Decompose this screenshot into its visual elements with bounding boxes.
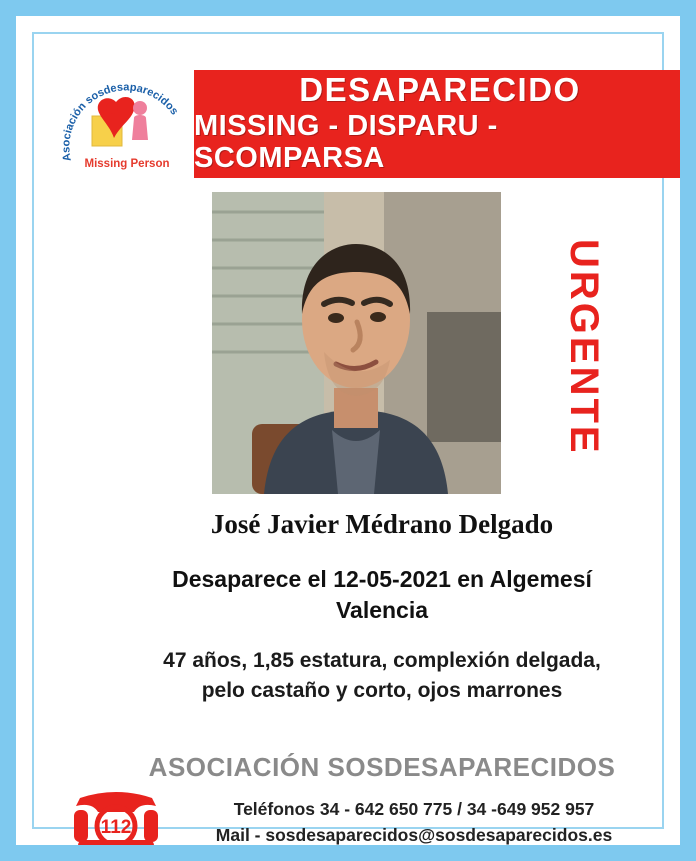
contact-info: [154, 796, 674, 849]
missing-person-photo: [212, 192, 501, 494]
person-name: José Javier Médrano Delgado: [210, 509, 554, 539]
urgent-label: [562, 239, 634, 539]
missing-banner: [194, 70, 686, 178]
contact-phones: Teléfonos 34 - 642 650 775 / 34 -649 952 957: [233, 799, 595, 819]
urgent-text: URGENTE: [562, 239, 606, 456]
sosdesaparecidos-logo: [56, 68, 192, 178]
website-vertical: [52, 194, 98, 794]
contact-mail: Mail - sosdesaparecidos@sosdesaparecidos.es: [215, 825, 613, 846]
person-description: [94, 646, 670, 707]
banner-subtitle: MISSING - DISPARU - SCOMPARSA: [194, 110, 498, 175]
description-line-1: 47 años, 1,85 estatura, complexión delgada,: [163, 649, 601, 672]
description-line-2: pelo castaño y corto, ojos marrones: [201, 679, 563, 703]
photo-graphic: [212, 192, 501, 494]
missing-date-line: Desaparece el 12-05-2021 en Algemesí: [172, 566, 592, 592]
logo-subtitle: Missing Person: [84, 158, 170, 170]
logo-arc-text: Asociación sosdesaparecidos: [60, 81, 181, 163]
poster-inner-frame: [32, 32, 664, 846]
missing-place-line: Valencia: [335, 597, 429, 624]
banner-title: DESAPARECIDO: [299, 70, 581, 108]
missing-details: [104, 564, 660, 626]
association-name: ASOCIACIÓN SOSDESAPARECIDOS: [148, 752, 616, 782]
phone-112-graphic: [64, 786, 168, 861]
phone-112-number: 112: [100, 817, 132, 838]
emergency-phone-icon: [64, 786, 168, 861]
